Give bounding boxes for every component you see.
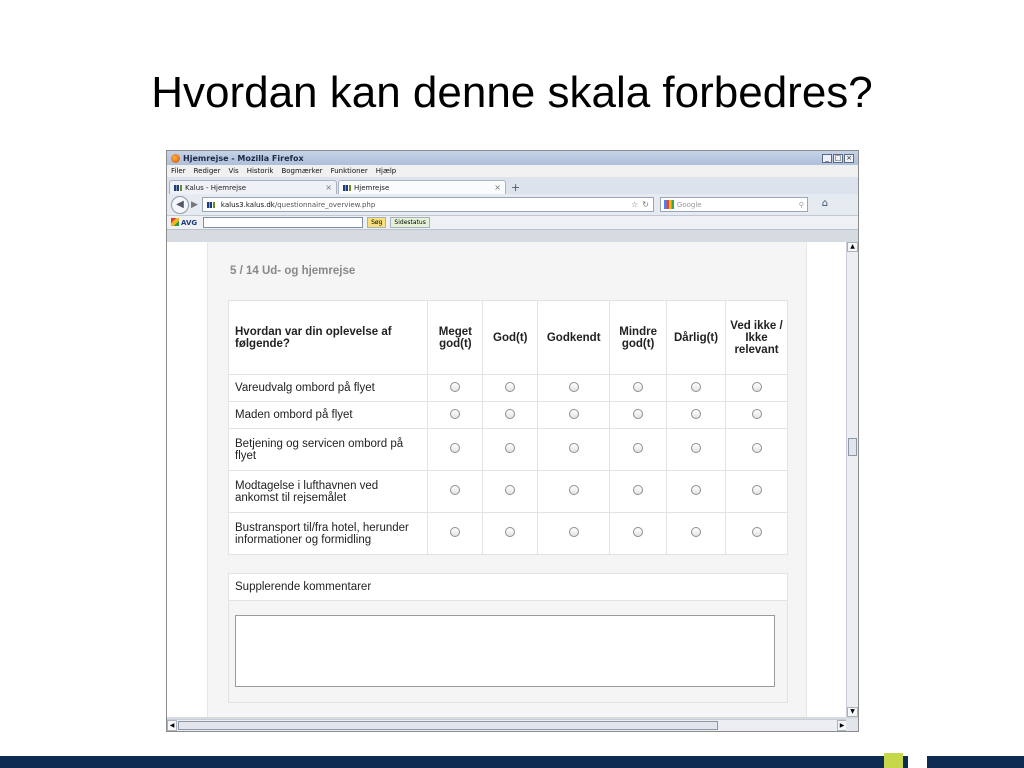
scroll-left-icon[interactable]: ◀ (167, 720, 177, 731)
footer-white-square (908, 753, 927, 768)
site-favicon-icon (343, 185, 351, 191)
table-row (229, 402, 788, 429)
footer-accent-square (884, 753, 903, 768)
page-viewport (167, 242, 847, 717)
table-row (229, 375, 788, 402)
radio-button[interactable] (691, 527, 701, 537)
radio-button[interactable] (752, 527, 762, 537)
close-window-button[interactable]: × (844, 154, 854, 163)
radio-button[interactable] (752, 409, 762, 419)
scale-header: Ved ikke / Ikke relevant (726, 301, 788, 375)
home-icon[interactable]: ⌂ (821, 198, 829, 209)
scroll-right-icon[interactable]: ▶ (837, 720, 847, 731)
survey-panel (207, 242, 807, 717)
section-title: 5 / 14 Ud- og hjemrejse (230, 265, 356, 277)
table-row (229, 429, 788, 471)
menu-view[interactable]: Vis (228, 167, 239, 175)
back-arrow-icon[interactable]: ◀ (171, 196, 189, 214)
scroll-up-icon[interactable]: ▲ (847, 242, 858, 252)
radio-button[interactable] (569, 443, 579, 453)
radio-button[interactable] (569, 485, 579, 495)
radio-button[interactable] (691, 485, 701, 495)
minimize-button[interactable]: _ (822, 154, 832, 163)
radio-button[interactable] (633, 409, 643, 419)
radio-button[interactable] (450, 443, 460, 453)
tab-kalus-hjemrejse[interactable]: Kalus - Hjemrejse × (169, 180, 337, 194)
menu-help[interactable]: Hjælp (375, 167, 397, 175)
new-tab-icon[interactable]: + (511, 181, 521, 194)
radio-button[interactable] (505, 382, 515, 392)
firefox-icon (171, 154, 180, 163)
radio-button[interactable] (569, 382, 579, 392)
question-text: Bustransport til/fra hotel, herunder informationer og formidling (229, 513, 428, 555)
site-favicon-icon (174, 185, 182, 191)
close-tab-icon[interactable]: × (494, 183, 501, 192)
window-title: Hjemrejse - Mozilla Firefox (183, 153, 304, 163)
horizontal-scrollbar[interactable] (167, 719, 847, 731)
menu-file[interactable]: Filer (171, 167, 186, 175)
radio-button[interactable] (505, 409, 515, 419)
forward-arrow-icon[interactable]: ▶ (191, 199, 198, 210)
question-text: Betjening og servicen ombord på flyet (229, 429, 428, 471)
radio-button[interactable] (505, 485, 515, 495)
radio-button[interactable] (752, 382, 762, 392)
radio-button[interactable] (450, 485, 460, 495)
radio-button[interactable] (569, 527, 579, 537)
comments-textarea[interactable] (235, 615, 775, 687)
search-box[interactable]: Google ⚲ (660, 197, 808, 212)
footer-bar (0, 756, 1024, 768)
question-text: Maden ombord på flyet (229, 402, 428, 429)
comments-section (228, 573, 788, 703)
rating-table (228, 300, 788, 555)
radio-button[interactable] (752, 485, 762, 495)
radio-button[interactable] (633, 443, 643, 453)
vertical-scrollbar[interactable] (846, 242, 858, 717)
scale-header: God(t) (483, 301, 538, 375)
radio-button[interactable] (633, 527, 643, 537)
browser-window (166, 150, 859, 732)
slide-title: Hvordan kan denne skala forbedres? (151, 68, 873, 117)
navigation-bar (167, 194, 858, 216)
menu-bar (167, 165, 858, 177)
avg-search-button[interactable]: Søg (367, 217, 386, 228)
question-header: Hvordan var din oplevelse af følgende? (229, 301, 428, 375)
table-row (229, 471, 788, 513)
scale-header: Godkendt (538, 301, 610, 375)
menu-tools[interactable]: Funktioner (330, 167, 368, 175)
radio-button[interactable] (450, 382, 460, 392)
close-tab-icon[interactable]: × (325, 183, 332, 192)
table-row (229, 513, 788, 555)
radio-button[interactable] (691, 443, 701, 453)
radio-button[interactable] (633, 485, 643, 495)
radio-button[interactable] (691, 382, 701, 392)
url-text: kalus3.kalus.dk/questionnaire_overview.php (220, 200, 376, 209)
question-text: Modtagelse i lufthavnen ved ankomst til rejsemålet (229, 471, 428, 513)
avg-search-input[interactable] (203, 217, 363, 228)
radio-button[interactable] (752, 443, 762, 453)
radio-button[interactable] (569, 409, 579, 419)
avg-page-status-button[interactable]: Sidestatus (390, 217, 429, 228)
search-icon[interactable]: ⚲ (798, 200, 804, 209)
scrollbar-corner (846, 719, 858, 731)
site-favicon-icon (207, 202, 215, 208)
comments-label: Supplerende kommentarer (229, 574, 787, 601)
question-text: Vareudvalg ombord på flyet (229, 375, 428, 402)
radio-button[interactable] (505, 527, 515, 537)
scale-header: Mindre god(t) (610, 301, 667, 375)
menu-edit[interactable]: Rediger (193, 167, 221, 175)
horizontal-scroll-thumb[interactable] (178, 721, 718, 730)
avg-logo-icon (171, 218, 179, 226)
scale-header: Meget god(t) (428, 301, 483, 375)
radio-button[interactable] (505, 443, 515, 453)
tab-bar (167, 177, 858, 194)
scale-header: Dårlig(t) (667, 301, 726, 375)
address-bar[interactable] (202, 197, 654, 212)
google-icon (664, 200, 674, 209)
tab-hjemrejse[interactable]: Hjemrejse × (338, 180, 506, 194)
reload-icon[interactable]: ↻ (642, 200, 649, 209)
menu-bookmarks[interactable]: Bogmærker (281, 167, 323, 175)
bookmark-star-icon[interactable]: ☆ (631, 200, 639, 209)
avg-logo: AVG (171, 218, 197, 227)
radio-button[interactable] (450, 409, 460, 419)
window-titlebar (167, 151, 858, 165)
avg-toolbar (167, 216, 858, 230)
menu-history[interactable]: Historik (246, 167, 274, 175)
scroll-down-icon[interactable]: ▼ (847, 707, 858, 717)
radio-button[interactable] (633, 382, 643, 392)
radio-button[interactable] (691, 409, 701, 419)
vertical-scroll-thumb[interactable] (848, 438, 857, 456)
radio-button[interactable] (450, 527, 460, 537)
table-header-row (229, 301, 788, 375)
maximize-button[interactable]: □ (834, 153, 842, 162)
